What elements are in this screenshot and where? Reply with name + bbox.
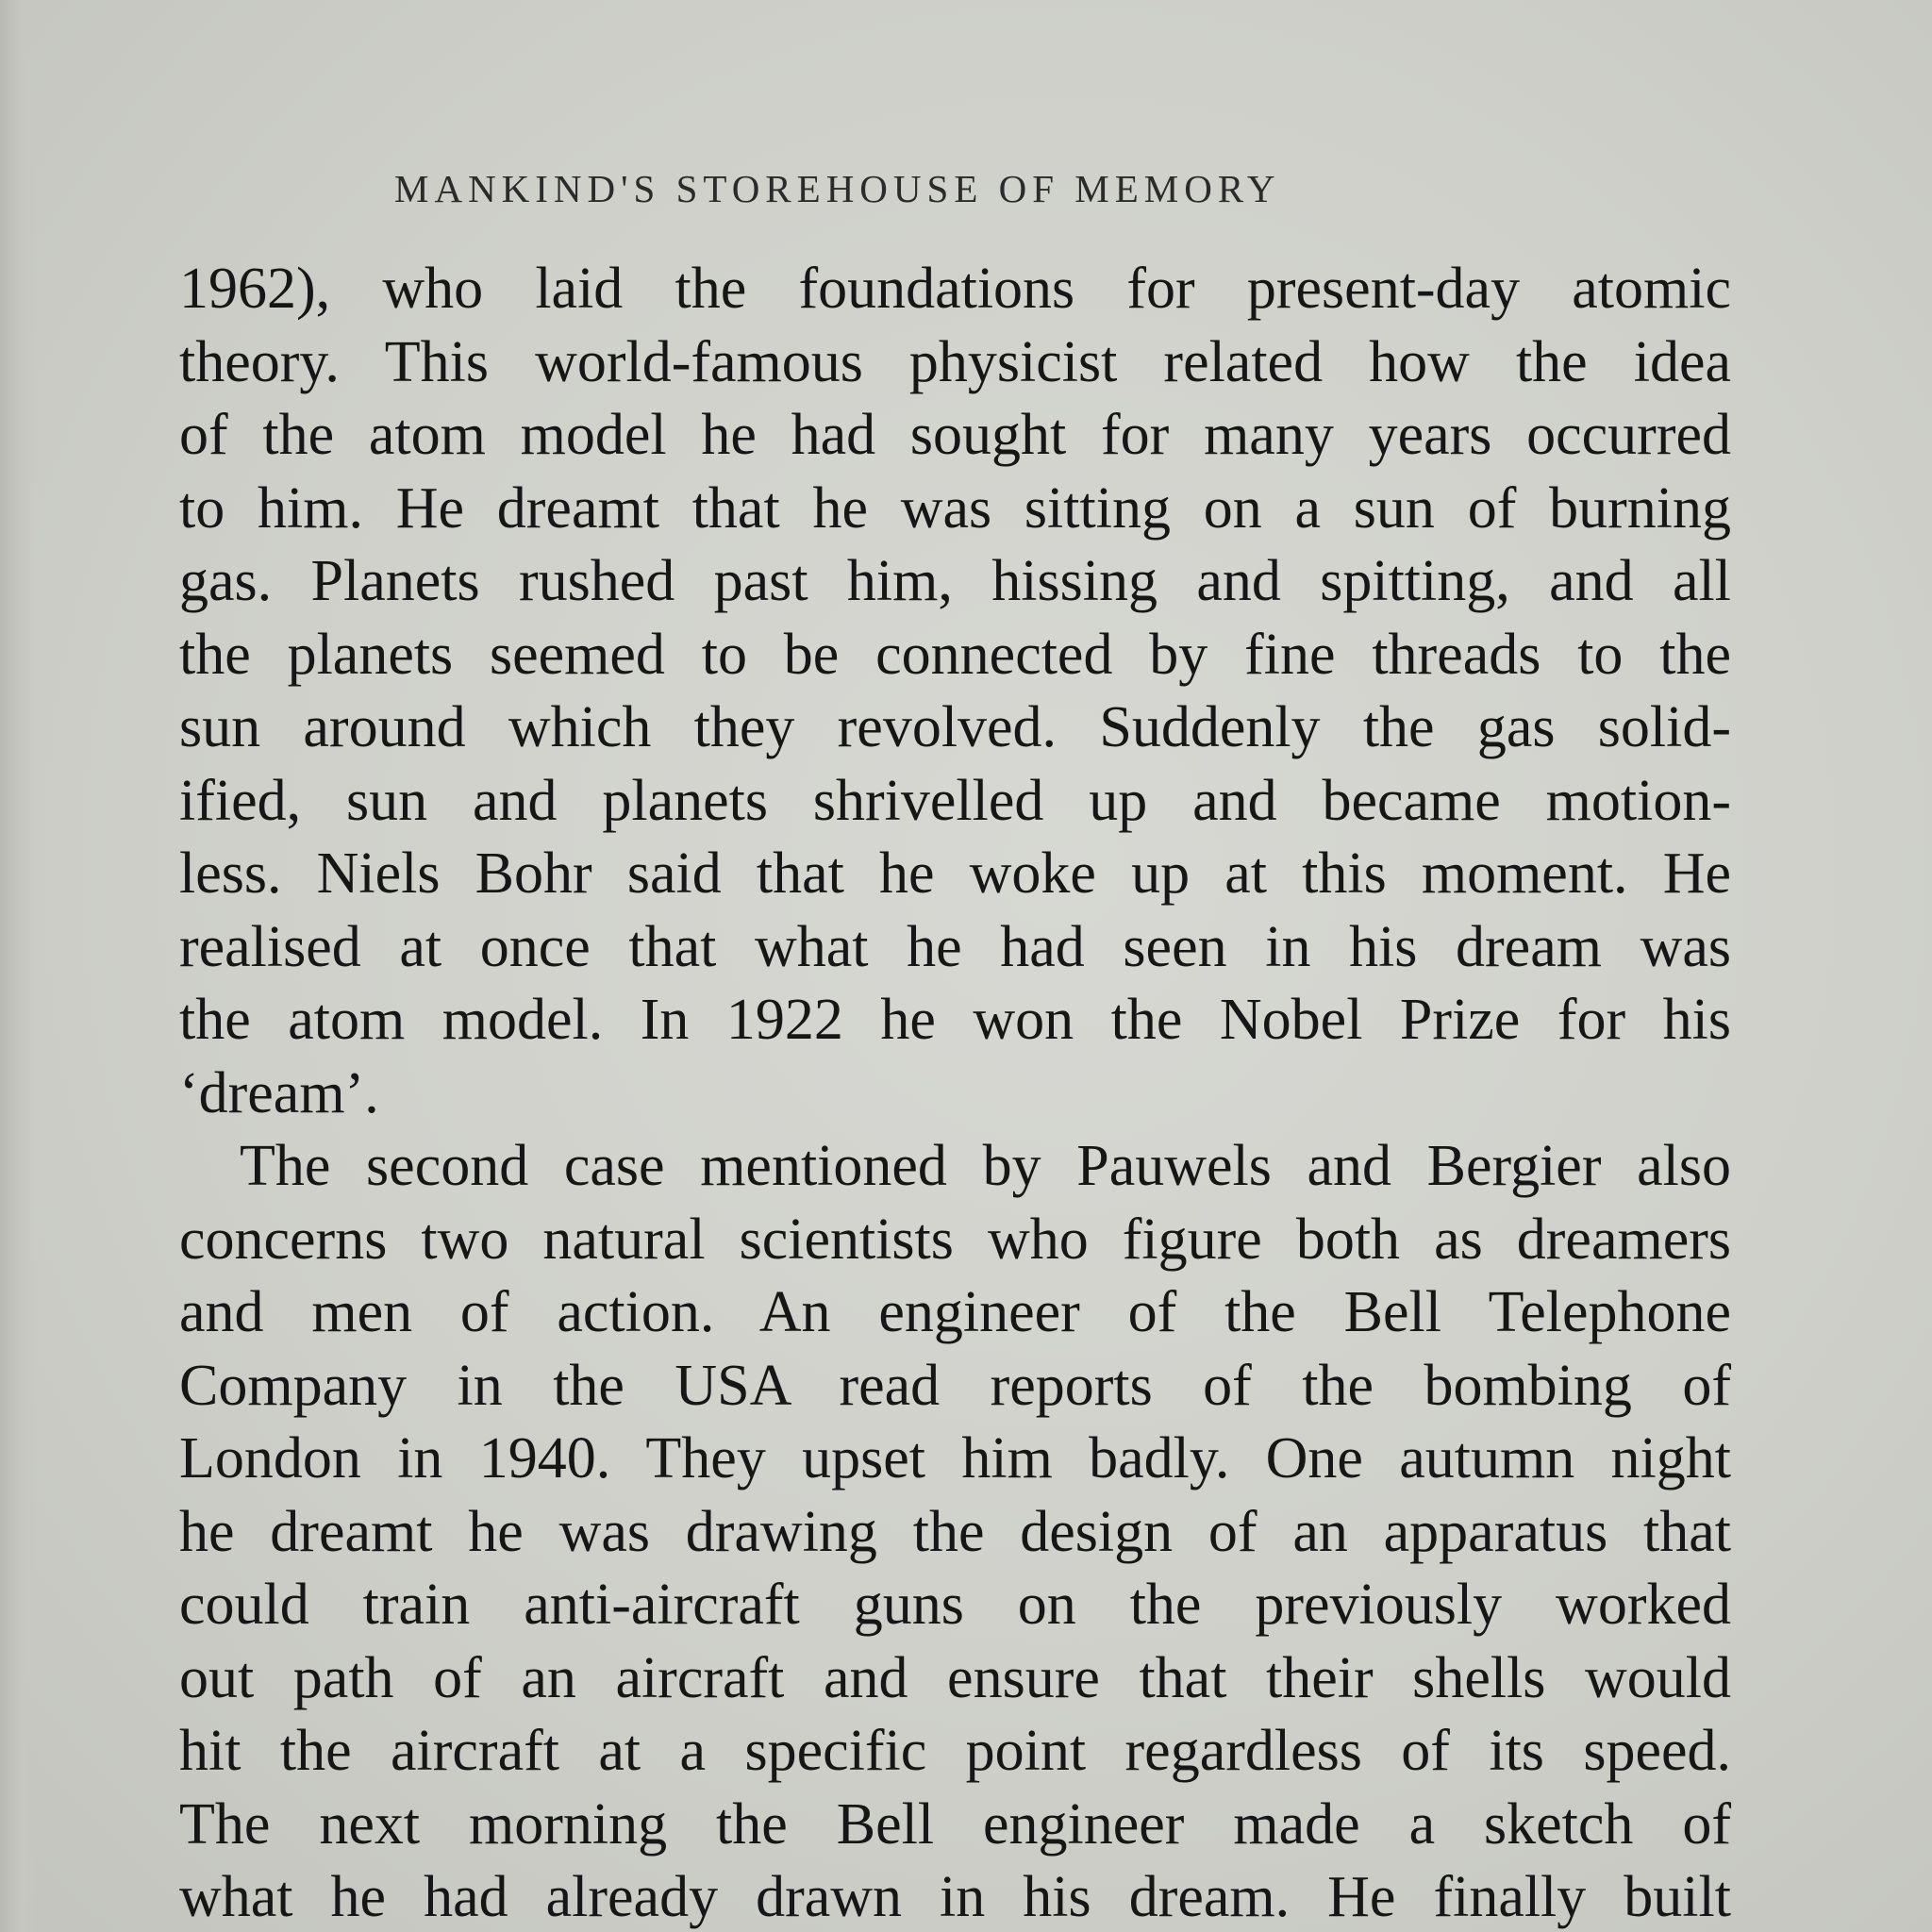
text-line: ified, sun and planets shrivelled up and became motion- xyxy=(179,768,1731,833)
text-line: Company in the USA read reports of the bombing of xyxy=(179,1353,1731,1418)
text-line: realised at once that what he had seen in his dream was xyxy=(179,914,1731,979)
text-line: the atom model. In 1922 he won the Nobel Prize for his xyxy=(179,988,1731,1052)
text-line: The next morning the Bell engineer made a sketch of xyxy=(179,1791,1731,1857)
text-line: could train anti-aircraft guns on the previously worked xyxy=(179,1573,1731,1637)
text-line: concerns two natural scientists who figure both as dreamers xyxy=(179,1207,1731,1272)
text-line: gas. Planets rushed past him, hissing and spitting, and all xyxy=(179,549,1731,613)
text-line: hit the aircraft at a specific point regardless of its speed. xyxy=(179,1719,1731,1783)
text-line: the planets seemed to be connected by fine threads to the xyxy=(179,622,1731,687)
text-line: to him. He dreamt that he was sitting on a sun of burning xyxy=(179,475,1731,541)
text-line: London in 1940. They upset him badly. One autumn night xyxy=(179,1426,1731,1491)
text-line: less. Niels Bohr said that he woke up at this moment. He xyxy=(179,841,1731,906)
running-head: MANKIND'S STOREHOUSE OF MEMORY xyxy=(394,167,1281,210)
text-line: theory. This world-famous physicist related how the idea xyxy=(179,329,1731,394)
text-line: he dreamt he was drawing the design of an apparatus that xyxy=(179,1499,1731,1564)
text-line: The second case mentioned by Pauwels and Bergier also xyxy=(240,1134,1731,1198)
text-line: what he had already drawn in his dream. He finally built xyxy=(179,1865,1731,1929)
body-text xyxy=(179,253,1731,1932)
text-line: out path of an aircraft and ensure that their shells would xyxy=(179,1645,1731,1710)
text-line: and men of action. An engineer of the Bell Telephone xyxy=(179,1280,1731,1344)
text-line: of the atom model he had sought for many years occurred xyxy=(179,403,1731,467)
page-edge-shadow xyxy=(0,0,38,1932)
text-line: ‘dream’. xyxy=(179,1060,379,1125)
text-line: sun around which they revolved. Suddenly the gas solid- xyxy=(179,695,1731,759)
text-line: 1962), who laid the foundations for present-day atomic xyxy=(179,257,1731,321)
